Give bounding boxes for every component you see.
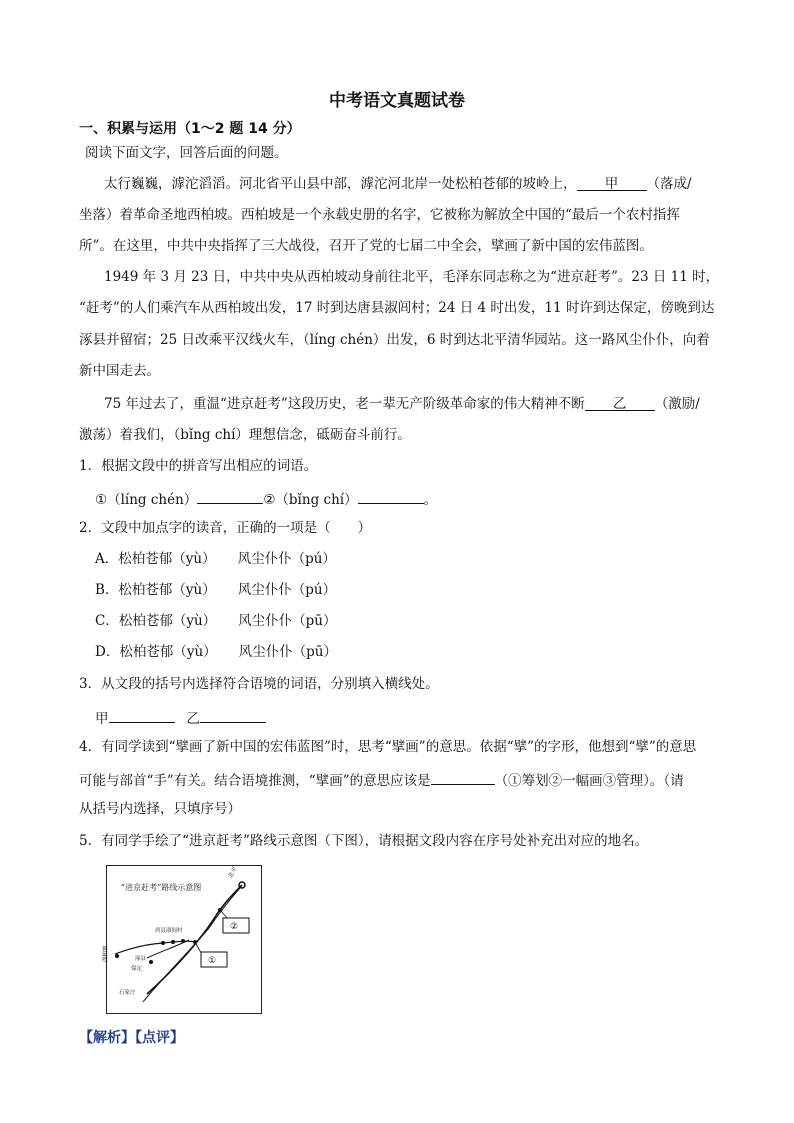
option-a-label: A．松柏苍郁（yù）: [95, 551, 216, 567]
map-title: “进京赶考”路线示意图: [121, 883, 202, 892]
option-b[interactable]: [95, 580, 336, 600]
point-tangxian: [181, 939, 185, 943]
option-d[interactable]: [95, 642, 337, 662]
railway-line: [143, 888, 240, 1002]
point-c: [149, 960, 153, 964]
option-c-right: 风尘仆仆（pū）: [238, 613, 337, 629]
callout-1-mark: ①: [208, 956, 217, 966]
analysis-comment-label: 【解析】【点评】: [79, 1030, 184, 1046]
answer-2-label: ②（bǐng chí）: [263, 492, 358, 508]
passage-p3-line1: [104, 394, 700, 414]
label-tangxian: 唐县淑闾村: [155, 928, 183, 934]
question-3-stem: 3．从文段的括号内选择符合语境的词语，分别填入横线处。: [79, 676, 439, 692]
blank-jia: 甲: [577, 174, 647, 191]
answer-2-blank[interactable]: [358, 487, 424, 504]
question-4-line3: 从括号内选择，只填序号）: [79, 801, 241, 817]
option-c-label: C．松柏苍郁（yù）: [95, 613, 217, 629]
passage-p1-line1: [104, 174, 692, 194]
answer-1-blank[interactable]: [197, 487, 263, 504]
option-a-right: 风尘仆仆（pú）: [237, 551, 336, 567]
passage-p2-line1: 1949 年 3 月 23 日，中共中央从西柏坡动身前往北平，毛泽东同志称之为“进京赶考”。23 日 11 时，: [104, 269, 720, 285]
question-2-stem: 2．文段中加点字的读音，正确的一项是（ ）: [79, 520, 372, 536]
passage-p3-line2: 激荡）着我们，（bǐng chí）理想信念，砥砺奋斗前行。: [79, 427, 411, 443]
label-beiping: 北平: [226, 865, 240, 880]
answer-1-label: ①（líng chén）: [95, 492, 198, 508]
route-map-svg: [103, 865, 261, 1013]
answer-end: 。: [423, 492, 438, 508]
callout-2-mark: ②: [230, 922, 239, 932]
question-4-line2: [79, 768, 684, 791]
point-b: [171, 940, 175, 944]
option-b-label: B．松柏苍郁（yù）: [95, 582, 216, 598]
question-4-blank[interactable]: [431, 768, 495, 785]
label-zhuoxian: 涿县: [135, 956, 147, 962]
route-line: [147, 885, 242, 994]
route-map: [103, 865, 262, 1014]
jia-label: 甲: [95, 711, 109, 727]
question-4-line1: 4．有同学读到“擘画了新中国的宏伟蓝图”时，思考“擘画”的意思。依据“擘”的字形，他想到“擘”的意思: [79, 739, 697, 755]
question-4-text: （①筹划②一幅画③管理）。（请: [494, 773, 684, 789]
question-3-answers: [95, 706, 266, 729]
option-d-label: D．松柏苍郁（yù）: [95, 644, 217, 660]
passage-text: （激励/: [654, 396, 700, 412]
yi-label: 乙: [186, 711, 200, 727]
point-xibaipo: [115, 954, 119, 958]
jia-blank[interactable]: [109, 706, 175, 723]
passage-text: 75 年过去了，重温“进京赶考”这段历史，老一辈无产阶级革命家的伟大精神不断: [104, 396, 585, 412]
label-baoding: 保定: [131, 966, 143, 972]
section-heading: 一、积累与运用（1～2 题 14 分）: [79, 121, 301, 137]
question-1-stem: 1．根据文段中的拼音写出相应的词语。: [79, 458, 318, 474]
question-5-stem: 5．有同学手绘了“进京赶考”路线示意图（下图），请根据文段内容在序号处补充出对应的地名。: [79, 833, 649, 849]
passage-p1-line2: 坐落）着革命圣地西柏坡。西柏坡是一个永载史册的名字，它被称为解放全中国的“最后一个农村指挥: [79, 207, 680, 223]
label-xibaipo: 西柏坡: [103, 945, 109, 962]
page-title: 中考语文真题试卷: [329, 91, 465, 111]
passage-text: 太行巍巍，滹沱滔滔。河北省平山县中部，滹沱河北岸一处松柏苍郁的坡岭上，: [104, 176, 577, 192]
question-1-answers: [95, 487, 437, 510]
option-c[interactable]: [95, 611, 337, 631]
blank-yi: 乙: [585, 394, 655, 411]
yi-blank[interactable]: [200, 706, 266, 723]
passage-p1-line3: 所”。在这里，中共中央指挥了三大战役，召开了党的七届二中全会，擘画了新中国的宏伟蓝图。: [79, 238, 653, 254]
option-b-right: 风尘仆仆（pú）: [237, 582, 337, 598]
passage-p2-line2: “赶考”的人们乘汽车从西柏坡出发，17 时到达唐县淑闾村；24 日 4 时出发，11 时许到达保定，傍晚到达: [79, 300, 715, 316]
passage-p2-line4: 新中国走去。: [79, 363, 160, 379]
passage-p2-line3: 涿县并留宿；25 日改乘平汉线火车，（líng chén）出发，6 时到达北平清华园站。这一路风尘仆仆，向着: [79, 332, 710, 348]
point-a: [161, 941, 165, 945]
option-d-right: 风尘仆仆（pū）: [238, 644, 337, 660]
passage-text: （落成/: [646, 176, 692, 192]
option-a[interactable]: [95, 549, 336, 569]
question-4-text: 可能与部首“手”有关。结合语境推测，“擘画”的意思应该是: [79, 773, 431, 789]
intro-text: 阅读下面文字，回答后面的问题。: [85, 145, 288, 161]
label-shijiazhuang: 石家庄: [119, 990, 136, 996]
